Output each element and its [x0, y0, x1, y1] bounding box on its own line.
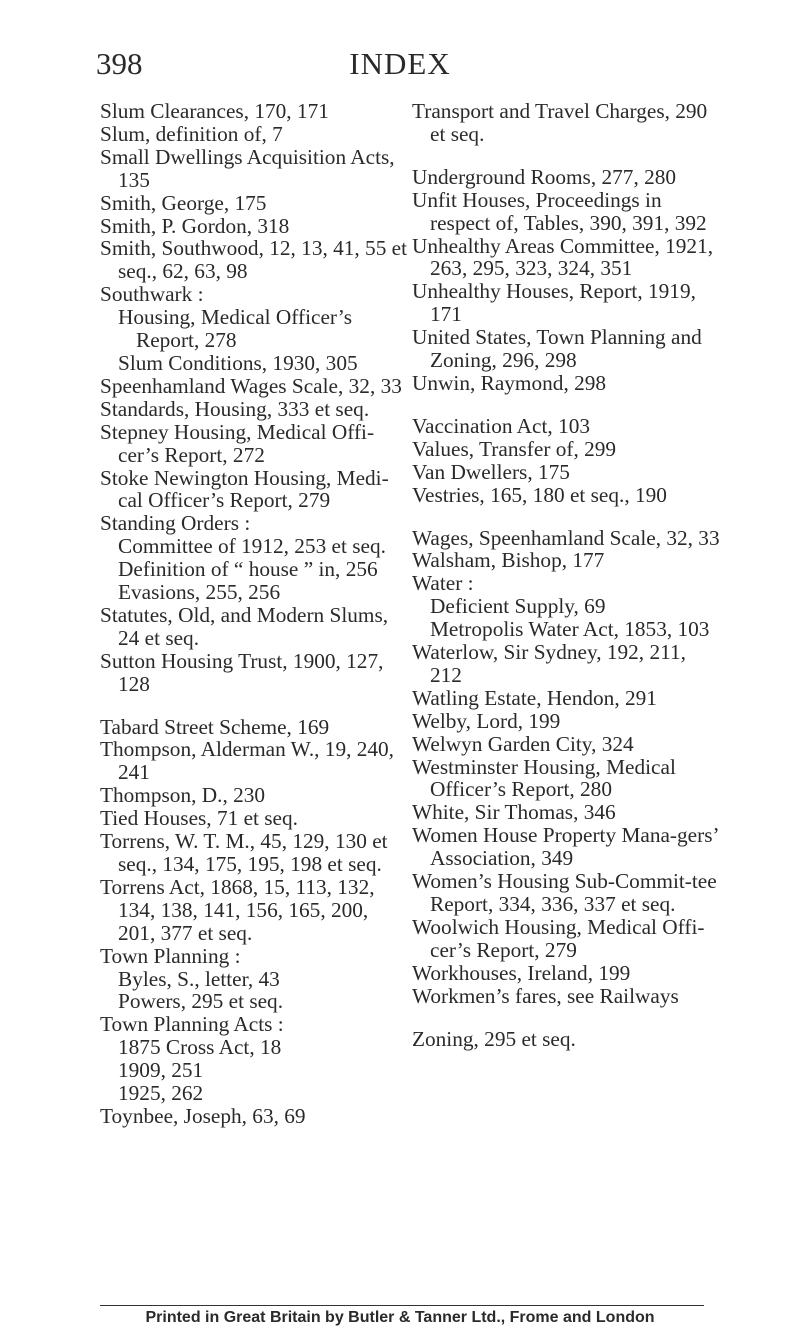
- index-entry: Van Dwellers, 175: [412, 459, 570, 484]
- index-entry: Unhealthy Areas Committee, 1921, 263, 295, 323, 324, 351: [412, 233, 714, 281]
- index-subentry: 1925, 262: [118, 1081, 204, 1106]
- index-entry: Vestries, 165, 180 et seq., 190: [412, 482, 667, 507]
- index-entry: Speenhamland Wages Scale, 32, 33: [100, 373, 402, 398]
- index-entry: Thompson, D., 230: [100, 783, 266, 808]
- index-entry: Unwin, Raymond, 298: [412, 370, 607, 395]
- index-entry: Women’s Housing Sub-Commit-tee Report, 334, 336, 337 et seq.: [412, 869, 717, 916]
- index-entry: Tied Houses, 71 et seq.: [100, 806, 298, 831]
- index-entry: Westminster Housing, Medical Officer’s Report, 280: [412, 754, 676, 802]
- index-entry: Tabard Street Scheme, 169: [100, 714, 330, 739]
- index-subentry: Evasions, 255, 256: [118, 580, 281, 605]
- index-subentry: Metropolis Water Act, 1853, 103: [430, 617, 710, 642]
- index-entry: Wages, Speenhamland Scale, 32, 33: [412, 525, 720, 550]
- index-entry: Town Planning Acts :: [100, 1012, 284, 1037]
- index-entry: Welby, Lord, 199: [412, 708, 561, 733]
- index-entry: Workhouses, Ireland, 199: [412, 960, 631, 985]
- entry-spacer: [412, 395, 722, 415]
- index-subentry: Byles, S., letter, 43: [118, 966, 280, 991]
- index-entry: Underground Rooms, 277, 280: [412, 164, 677, 189]
- index-entry: Southwark :: [100, 282, 204, 307]
- index-entry: Welwyn Garden City, 324: [412, 731, 634, 756]
- index-subentry: 1875 Cross Act, 18: [118, 1035, 282, 1060]
- index-entry: Statutes, Old, and Modern Slums, 24 et seq.: [100, 602, 389, 650]
- index-entry: Thompson, Alderman W., 19, 240, 241: [100, 737, 395, 785]
- index-entry: Unhealthy Houses, Report, 1919, 171: [412, 279, 696, 327]
- index-entry: Toynbee, Joseph, 63, 69: [100, 1103, 306, 1128]
- index-entry: United States, Town Planning and Zoning, 296, 298: [412, 325, 702, 373]
- index-column-left: [100, 100, 410, 1128]
- index-subentry: Committee of 1912, 253 et seq.: [118, 534, 386, 559]
- printer-imprint: Printed in Great Britain by Butler & Tanner Ltd., Frome and London: [145, 1309, 655, 1326]
- index-entry: White, Sir Thomas, 346: [412, 800, 616, 825]
- entry-spacer: [412, 146, 722, 166]
- entry-spacer: [412, 1008, 722, 1028]
- index-entry: Walsham, Bishop, 177: [412, 548, 605, 573]
- index-entry: Watling Estate, Hendon, 291: [412, 685, 657, 710]
- index-entry: Town Planning :: [100, 943, 241, 968]
- index-entry: Smith, George, 175: [100, 190, 267, 215]
- running-title: INDEX: [349, 46, 451, 81]
- index-entry: Transport and Travel Charges, 290 et seq.: [412, 99, 708, 146]
- page-number: 398: [96, 46, 143, 81]
- index-entry: Standards, Housing, 333 et seq.: [100, 396, 370, 421]
- index-entry: Values, Transfer of, 299: [412, 436, 617, 461]
- index-entry: Slum, definition of, 7: [100, 121, 283, 146]
- entry-spacer: [100, 696, 410, 716]
- index-entry: Stepney Housing, Medical Offi-cer’s Report, 272: [100, 419, 375, 467]
- index-entry: Sutton Housing Trust, 1900, 127, 128: [100, 648, 384, 696]
- index-entry: Workmen’s fares, see Railways: [412, 983, 679, 1008]
- index-entry: Vaccination Act, 103: [412, 413, 591, 438]
- index-subentry: Deficient Supply, 69: [430, 594, 606, 619]
- index-subentry: Definition of “ house ” in, 256: [118, 557, 378, 582]
- footer-rule: [100, 1305, 704, 1306]
- index-subentry: 1909, 251: [118, 1058, 204, 1083]
- index-entry: Torrens Act, 1868, 15, 113, 132, 134, 138, 141, 156, 165, 200, 201, 377 et seq.: [100, 874, 375, 945]
- index-entry: Slum Clearances, 170, 171: [100, 99, 329, 123]
- entry-spacer: [412, 507, 722, 527]
- index-subentry: Housing, Medical Officer’s Report, 278: [118, 305, 353, 353]
- index-entry: Smith, Southwood, 12, 13, 41, 55 et seq., 62, 63, 98: [100, 236, 408, 284]
- index-entry: Women House Property Mana-gers’ Association, 349: [412, 823, 719, 871]
- page-header: [96, 46, 704, 86]
- index-subentry: Powers, 295 et seq.: [118, 989, 284, 1014]
- index-entry: Standing Orders :: [100, 511, 251, 536]
- index-subentry: Slum Conditions, 1930, 305: [118, 350, 358, 375]
- index-entry: Small Dwellings Acquisition Acts, 135: [100, 144, 395, 192]
- index-entry: Unfit Houses, Proceedings in respect of, Tables, 390, 391, 392: [412, 187, 707, 235]
- index-entry: Zoning, 295 et seq.: [412, 1026, 576, 1051]
- index-entry: Torrens, W. T. M., 45, 129, 130 et seq., 134, 175, 195, 198 et seq.: [100, 829, 388, 876]
- index-entry: Water :: [412, 571, 474, 596]
- index-entry: Waterlow, Sir Sydney, 192, 211, 212: [412, 640, 686, 687]
- index-column-right: [412, 100, 722, 1050]
- index-entry: Smith, P. Gordon, 318: [100, 213, 290, 238]
- index-entry: Woolwich Housing, Medical Offi-cer’s Report, 279: [412, 914, 705, 962]
- index-entry: Stoke Newington Housing, Medi-cal Officer’s Report, 279: [100, 465, 389, 513]
